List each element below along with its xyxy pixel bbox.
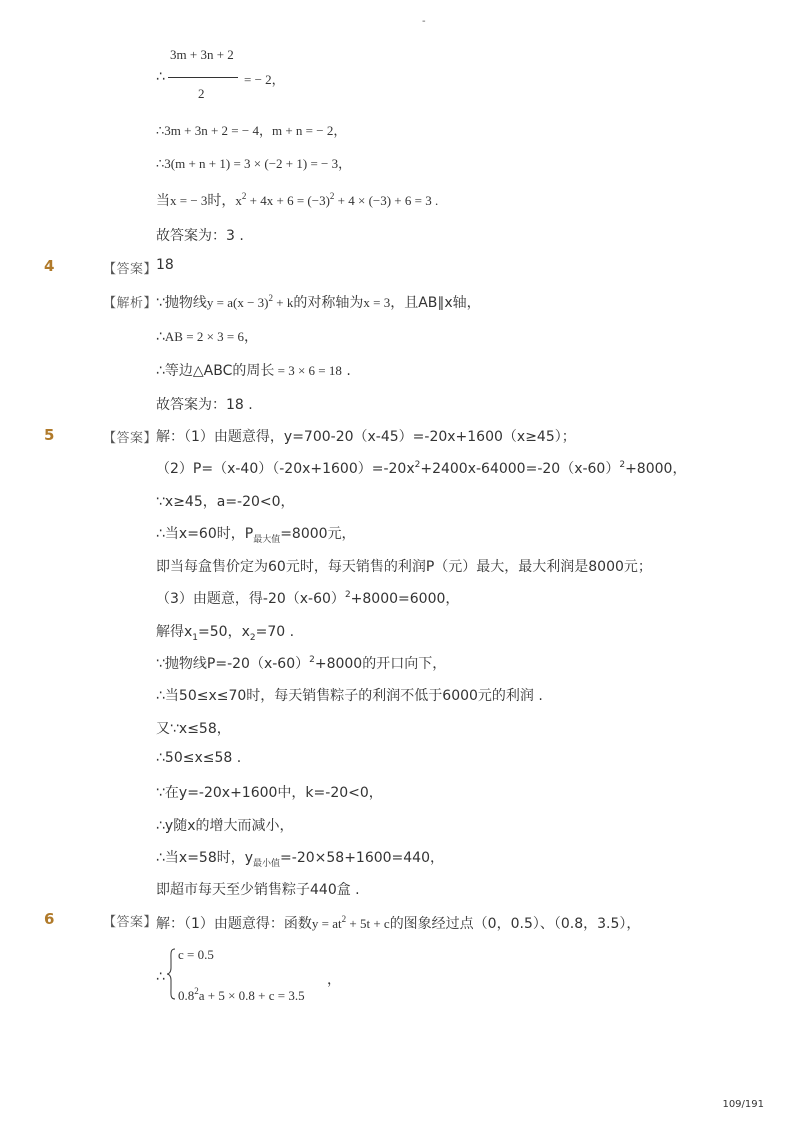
q5-line-8 — [156, 653, 446, 673]
q4-line-3 — [156, 360, 351, 380]
system-equation-2-sup: 2 — [194, 986, 199, 996]
q5-line-1: 解：（1）由题意得，y=700-20（x-45）=-20x+1600（x≥45）； — [156, 429, 576, 445]
q4-line-3-text-a: ∴等边△ABC的周长 — [156, 363, 275, 379]
question-number-5: 5 — [44, 426, 55, 444]
q5-line-7-text-a: 解得x — [156, 624, 193, 640]
q5-line-14 — [156, 847, 444, 867]
q5-line-2-sup-1: 2 — [414, 460, 421, 470]
q4-line-2 — [156, 326, 258, 346]
q3-line-3-math-d: x — [235, 193, 242, 208]
q4-line-1-text-f: ，且AB∥x轴， — [390, 295, 481, 311]
q4-line-2-text-c: ， — [243, 329, 258, 345]
q4-line-1 — [156, 292, 481, 312]
q5-line-12: ∵在y=-20x+1600中，k=-20<0， — [156, 785, 383, 801]
q5-line-7-sub-2: 2 — [249, 633, 256, 643]
q5-line-8-sup: 2 — [309, 655, 315, 665]
q5-line-8-text-b: +8000的开口向下， — [314, 656, 447, 672]
q4-line-1-text-a: ∵抛物线 — [156, 295, 207, 311]
q5-line-2 — [156, 458, 686, 478]
q5-line-14-text-b: =-20×58+1600=440， — [280, 850, 444, 866]
q5-line-14-text-a: ∴当x=58时，y — [156, 850, 254, 866]
q6-line-1 — [156, 913, 640, 933]
q4-conclusion: 故答案为：18 . — [156, 397, 253, 413]
fraction-result: = − 2， — [244, 72, 285, 87]
q3-line-3-text-a: 当 — [156, 193, 170, 209]
q5-line-2-text-b: +2400x-64000=-20（x-60） — [420, 461, 620, 477]
fraction-bar — [168, 77, 238, 78]
q3-line-3-text-c: 时， — [207, 193, 236, 209]
therefore-symbol: ∴ — [156, 69, 165, 85]
q6-line-1-math-c: + 5t + c — [346, 916, 390, 931]
q6-line-1-text-a: 解：（1）由题意得：函数 — [156, 916, 312, 932]
q3-conclusion: 故答案为：3 . — [156, 228, 244, 244]
q3-line-3-math-f: + 4 × (−3) + 6 = 3 . — [334, 193, 439, 208]
q5-line-5: 即当每盒售价定为60元时，每天销售的利润P（元）最大，最大利润是8000元； — [156, 559, 652, 575]
q5-line-4-sub: 最大值 — [253, 535, 281, 545]
q5-line-6-text-a: （3）由题意，得-20（x-60） — [156, 591, 345, 607]
q4-line-3-text-c: . — [341, 363, 351, 379]
answer-tag: 【答案】 — [103, 262, 158, 277]
q5-line-4 — [156, 523, 356, 543]
q3-line-3-math-b: x = − 3 — [170, 193, 208, 208]
q3-line-3-sup-1: 2 — [241, 191, 247, 201]
q6-line-1-math-b: y = at — [311, 916, 342, 931]
q4-line-3-math: = 3 × 6 = 18 — [274, 363, 342, 378]
q5-line-3: ∵x≥45，a=-20<0， — [156, 494, 295, 510]
q3-line-1: ∴3m + 3n + 2 = − 4，m + n = − 2， — [156, 123, 347, 138]
q5-conclusion: 即超市每天至少销售粽子440盒 . — [156, 882, 360, 898]
system-suffix: ， — [327, 972, 341, 988]
q3-line-2: ∴3(m + n + 1) = 3 × (−2 + 1) = − 3， — [156, 156, 352, 171]
q5-line-7-sub-1: 1 — [192, 633, 199, 643]
q4-line-2-text-a: ∴ — [156, 329, 165, 345]
q5-line-10: 又∵x≤58， — [156, 721, 231, 737]
fraction-numerator: 3m + 3n + 2 — [170, 47, 234, 62]
question-number-6: 6 — [44, 910, 55, 928]
answer-tag: 【答案】 — [103, 431, 158, 446]
q4-line-1-math-b: y = a(x − 3) — [206, 295, 269, 310]
q5-line-11: ∴50≤x≤58 . — [156, 750, 242, 766]
page-number: 109/191 — [722, 1099, 764, 1110]
q5-line-2-text-a: （2）P=（x-40）（-20x+1600）=-20x — [156, 461, 415, 477]
q5-line-8-text-a: ∵抛物线P=-20（x-60） — [156, 656, 310, 672]
system-equation-1: c = 0.5 — [178, 947, 214, 962]
q4-line-2-math: AB = 2 × 3 = 6 — [164, 329, 244, 344]
q5-line-9: ∴当50≤x≤70时，每天销售粽子的利润不低于6000元的利润 . — [156, 688, 543, 704]
q5-line-6-text-b: +8000=6000， — [350, 591, 460, 607]
question-number-4: 4 — [44, 257, 55, 275]
q3-line-3-sup-2: 2 — [329, 191, 335, 201]
analysis-tag: 【解析】 — [103, 296, 158, 311]
q5-line-4-text-a: ∴当x=60时，P — [156, 526, 254, 542]
q5-line-7 — [156, 621, 294, 641]
q5-line-6-sup: 2 — [344, 590, 351, 600]
q4-line-1-math-e: x = 3 — [363, 295, 391, 310]
q3-line-3-math-e: + 4x + 6 = (−3) — [246, 193, 330, 208]
q4-line-1-text-d: 的对称轴为 — [293, 295, 364, 311]
left-brace — [166, 948, 176, 1000]
q5-line-2-sup-2: 2 — [619, 460, 626, 470]
q6-line-1-text-d: 的图象经过点（0，0.5）、（0.8，3.5）， — [389, 916, 641, 932]
q5-line-14-sub: 最小值 — [253, 859, 281, 869]
q5-line-2-text-c: +8000， — [625, 461, 687, 477]
q5-line-6 — [156, 588, 459, 608]
q3-line-3 — [156, 190, 438, 210]
q4-line-1-math-c: + k — [273, 295, 294, 310]
q6-line-1-sup: 2 — [341, 914, 347, 924]
answer-tag: 【答案】 — [103, 915, 158, 930]
fraction-denominator: 2 — [198, 86, 205, 101]
system-equation-2 — [178, 988, 305, 1004]
q5-line-13: ∴y随x的增大而减小， — [156, 818, 294, 834]
system-equation-2-b: a + 5 × 0.8 + c = 3.5 — [198, 988, 305, 1003]
system-equation-2-a: 0.8 — [178, 988, 195, 1003]
q5-line-4-text-b: =8000元， — [280, 526, 356, 542]
q5-line-7-text-c: =70 . — [255, 624, 295, 640]
q4-answer: 18 — [156, 257, 174, 273]
q5-line-7-text-b: =50，x — [198, 624, 250, 640]
q4-line-1-sup: 2 — [268, 293, 274, 303]
system-therefore: ∴ — [156, 969, 165, 985]
top-mark: - — [422, 16, 426, 27]
